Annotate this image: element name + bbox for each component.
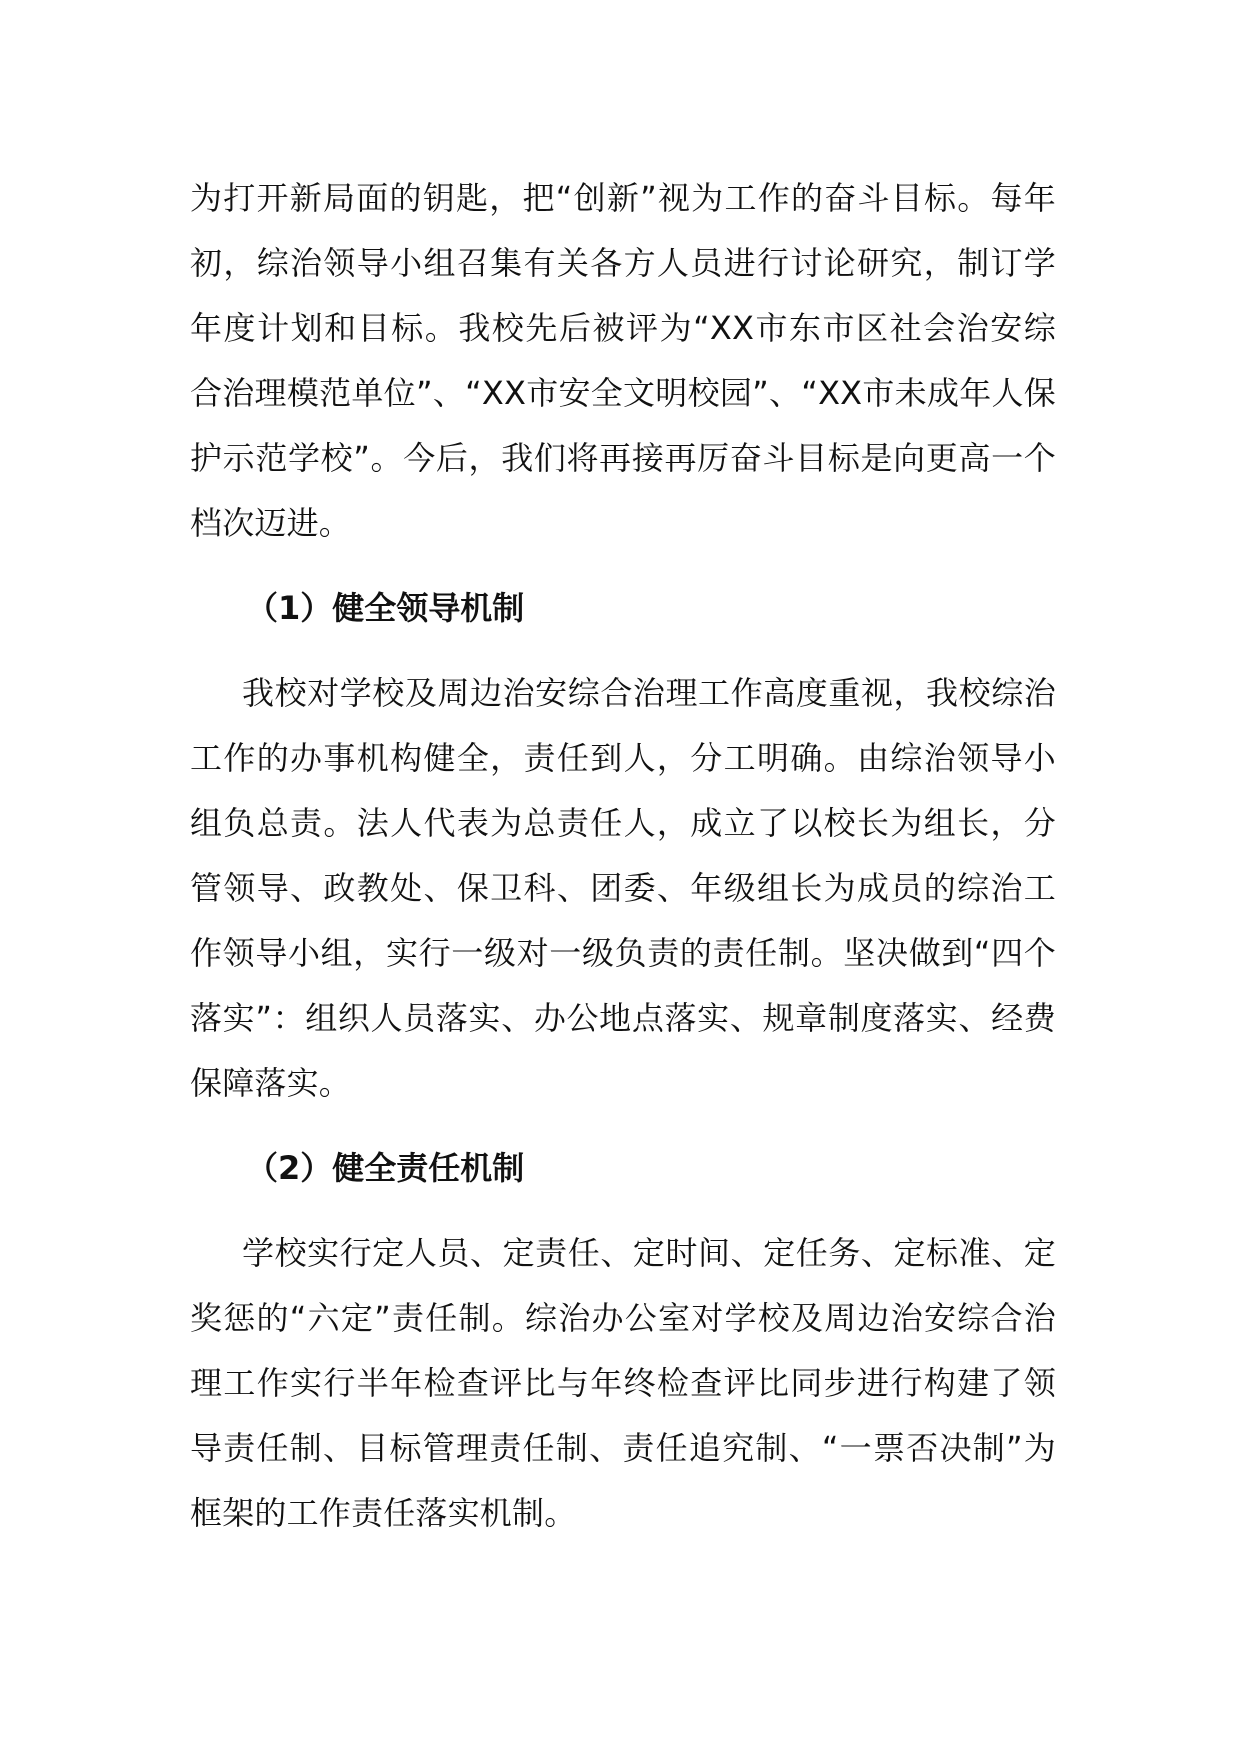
paragraph-intro: 为打开新局面的钥匙，把“创新”视为工作的奋斗目标。每年初，综治领导小组召集有关各方人员进行讨论研究，制订学年度计划和目标。我校先后被评为“XX市东市区社会治安综合治理模范单位”、“XX市安全文明校园”、“XX市未成年人保护示范学校”。今后，我们将再接再厉奋斗目标是向更高一个档次迈进。 bbox=[190, 179, 1056, 542]
section-heading-responsibility: （2）健全责任机制 bbox=[246, 1149, 525, 1187]
paragraph-responsibility: 学校实行定人员、定责任、定时间、定任务、定标准、定奖惩的“六定”责任制。综治办公室对学校及周边治安综合治理工作实行半年检查评比与年终检查评比同步进行构建了领导责任制、目标管理责任制、责任追究制、“一票否决制”为框架的工作责任落实机制。 bbox=[190, 1234, 1056, 1532]
section-heading-leadership: （1）健全领导机制 bbox=[246, 589, 525, 627]
paragraph-leadership: 我校对学校及周边治安综合治理工作高度重视，我校综治工作的办事机构健全，责任到人，分工明确。由综治领导小组负总责。法人代表为总责任人，成立了以校长为组长，分管领导、政教处、保卫科、团委、年级组长为成员的综治工作领导小组，实行一级对一级负责的责任制。坚决做到“四个落实”：组织人员落实、办公地点落实、规章制度落实、经费保障落实。 bbox=[190, 674, 1056, 1102]
document-body bbox=[190, 166, 1056, 1546]
